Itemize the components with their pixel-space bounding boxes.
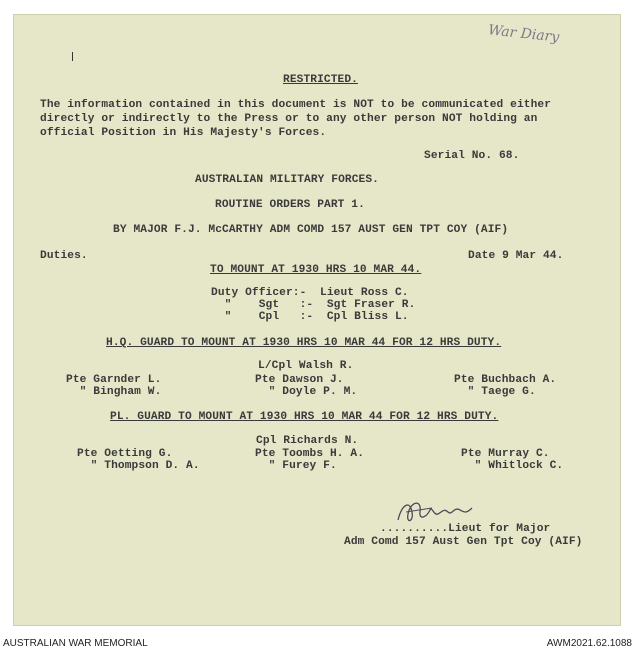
serial-number: Serial No. 68. bbox=[424, 150, 520, 162]
duty-row: Duty Officer:- Lieut Ross C. bbox=[211, 287, 409, 299]
org-heading: AUSTRALIAN MILITARY FORCES. bbox=[195, 174, 379, 186]
footer-credit: AUSTRALIAN WAR MEMORIAL bbox=[3, 638, 148, 649]
pl-guard-member: " Furey F. bbox=[255, 460, 337, 472]
hq-guard-lead: L/Cpl Walsh R. bbox=[258, 360, 354, 372]
handwritten-note: War Diary bbox=[487, 22, 560, 46]
by-line: BY MAJOR F.J. McCARTHY ADM COMD 157 AUST GEN TPT COY (AIF) bbox=[113, 224, 509, 236]
mount-heading: TO MOUNT AT 1930 HRS 10 MAR 44. bbox=[210, 264, 422, 276]
orders-heading: ROUTINE ORDERS PART 1. bbox=[215, 199, 365, 211]
intro-line-3: official Position in His Majesty's Forces. bbox=[40, 127, 327, 139]
intro-line-1: The information contained in this document is NOT to be communicated either bbox=[40, 99, 552, 111]
pl-guard-member: " Thompson D. A. bbox=[77, 460, 200, 472]
hq-guard-member: " Bingham W. bbox=[66, 386, 162, 398]
hq-guard-heading: H.Q. GUARD TO MOUNT AT 1930 HRS 10 MAR 44 FOR 12 HRS DUTY. bbox=[106, 337, 502, 349]
hq-guard-member: Pte Garnder L. bbox=[66, 374, 162, 386]
hq-guard-member: " Doyle P. M. bbox=[255, 386, 358, 398]
duties-label: Duties. bbox=[40, 250, 88, 262]
hq-guard-member: " Taege G. bbox=[454, 386, 536, 398]
order-date: Date 9 Mar 44. bbox=[468, 250, 564, 262]
intro-line-2: directly or indirectly to the Press or to any other person NOT holding an bbox=[40, 113, 538, 125]
staple-mark bbox=[72, 52, 73, 61]
pl-guard-lead: Cpl Richards N. bbox=[256, 435, 359, 447]
duty-row: " Sgt :- Sgt Fraser R. bbox=[211, 299, 416, 311]
hq-guard-member: Pte Buchbach A. bbox=[454, 374, 557, 386]
pl-guard-member: " Whitlock C. bbox=[461, 460, 564, 472]
signature-line: ..........Lieut for Major bbox=[380, 523, 551, 535]
pl-guard-member: Pte Murray C. bbox=[461, 448, 550, 460]
pl-guard-heading: PL. GUARD TO MOUNT AT 1930 HRS 10 MAR 44 FOR 12 HRS DUTY. bbox=[110, 411, 499, 423]
signature-title: Adm Comd 157 Aust Gen Tpt Coy (AIF) bbox=[344, 536, 583, 548]
hq-guard-member: Pte Dawson J. bbox=[255, 374, 344, 386]
duty-row: " Cpl :- Cpl Bliss L. bbox=[211, 311, 409, 323]
footer-accession-number: AWM2021.62.1088 bbox=[546, 638, 632, 649]
pl-guard-member: Pte Toombs H. A. bbox=[255, 448, 365, 460]
pl-guard-member: Pte Oetting G. bbox=[77, 448, 173, 460]
restricted-heading: RESTRICTED. bbox=[283, 74, 358, 86]
